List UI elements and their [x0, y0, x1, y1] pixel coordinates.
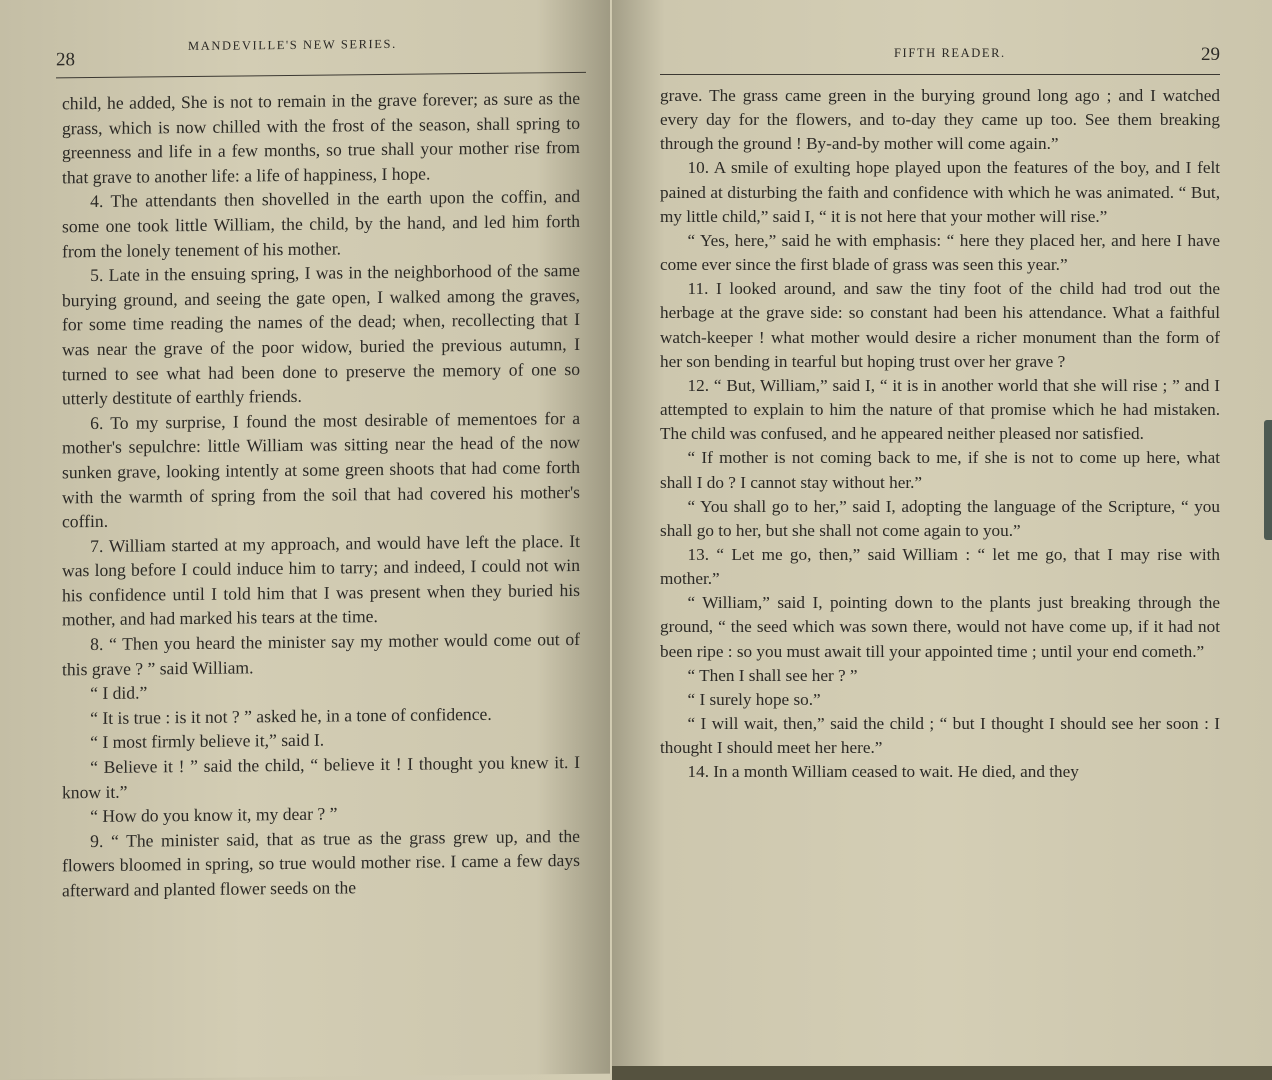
- paragraph: 14. In a month William ceased to wait. He died, and they: [687, 762, 1079, 782]
- right-running-head: [660, 42, 1220, 75]
- paragraph: “ I will wait, then,” said the child ; “ but I thought I should see her soon : I thought I should meet her here.”: [660, 714, 1220, 758]
- right-page-body: [660, 84, 1220, 785]
- paragraph: 10. A smile of exulting hope played upon the features of the boy, and I felt pained at disturbing the faith and confidence with which he was animated. “ But, my little child,” said I, “ it is not here that your mother will rise.”: [660, 158, 1220, 226]
- paragraph: “ I did.”: [90, 682, 148, 704]
- paragraph: 11. I looked around, and saw the tiny foot of the child had trod out the herbage at the grave side: so constant had been his attendance. What a faithful watch-keeper ! what mother would desire a richer monument than the form of her son bending in tearful but hoping trust over her grave ?: [660, 279, 1220, 371]
- paragraph: 6. To my surprise, I found the most desirable of mementoes for a mother's sepulchre: little William was sitting near the head of the now sunken grave, looking intently at some green shoots that had come forth with the warmth of spring from the soil that had covered his mother's coffin.: [62, 407, 580, 532]
- right-page: [612, 0, 1272, 1080]
- page-right-edge: [1264, 420, 1272, 540]
- paragraph: “ How do you know it, my dear ? ”: [90, 803, 338, 827]
- page-bottom-edge: [612, 1066, 1272, 1080]
- left-page: [0, 0, 610, 1080]
- paragraph: “ It is true : is it not ? ” asked he, in a tone of confidence.: [90, 703, 492, 728]
- paragraph: 13. “ Let me go, then,” said William : “ let me go, that I may rise with mother.”: [660, 544, 1220, 589]
- paragraph: “ Believe it ! ” said the child, “ believe it ! I thought you knew it. I know it.”: [62, 751, 580, 802]
- left-running-head: [56, 32, 586, 79]
- paragraph: 4. The attendants then shovelled in the earth upon the coffin, and some one took little William, the child, by the hand, and led him forth from the lonely tenement of his mother.: [62, 186, 580, 261]
- paragraph: “ Yes, here,” said he with emphasis: “ here they placed her, and here I have come ever since the first blade of grass was seen this year.”: [660, 230, 1220, 275]
- left-running-title: MANDEVILLE'S NEW SERIES.: [188, 36, 397, 54]
- paragraph: 8. “ Then you heard the minister say my mother would come out of this grave ? ” said William.: [62, 628, 580, 680]
- paragraph: “ If mother is not coming back to me, if she is not to come up here, what shall I do ? I cannot stay without her.”: [660, 448, 1220, 492]
- left-page-body: [62, 86, 580, 903]
- right-running-title: FIFTH READER.: [894, 46, 1006, 60]
- paragraph: 9. “ The minister said, that as true as the grass grew up, and the flowers bloomed in spring, so true would mother rise. I came a few days afterward and planted flower seeds on the: [62, 825, 580, 901]
- paragraph: 5. Late in the ensuing spring, I was in the neighborhood of the same burying ground, and seeing the gate open, I walked among the graves, for some time reading the names of the dead; when, recollecting that I was near the grave of the poor widow, buried the previous autumn, I turned to see what had been done to preserve the memory of one so utterly destitute of earthly friends.: [62, 260, 580, 409]
- paragraph: 7. William started at my approach, and would have left the place. It was long before I could induce him to tarry; and indeed, I could not win his confidence until I told him that I was present when they buried his mother, and had marked his tears at the time.: [62, 530, 580, 630]
- paragraph: grave. The grass came green in the burying ground long ago ; and I watched every day for the flowers, and to-day they came up too. See them breaking through the ground ! By-and-by mother will come again.”: [660, 86, 1220, 154]
- paragraph: child, he added, She is not to remain in the grave forever; as sure as the grass, which is now chilled with the frost of the season, shall spring to greenness and life in a few months, so true shall your mother rise from that grave to another life: a life of happiness, I hope.: [62, 87, 580, 188]
- paragraph: “ William,” said I, pointing down to the plants just breaking through the ground, “ the seed which was sown there, would not have come up, if it had not been ripe : so you must await till your appointed time ; until your end cometh.”: [660, 593, 1220, 661]
- paragraph: “ You shall go to her,” said I, adopting the language of the Scripture, “ you shall go to her, but she shall not come again to you.”: [660, 496, 1220, 540]
- paragraph: “ I surely hope so.”: [687, 689, 821, 709]
- paragraph: “ I most firmly believe it,” said I.: [90, 730, 325, 753]
- paragraph: 12. “ But, William,” said I, “ it is in another world that she will rise ; ” and I attempted to explain to him the nature of that promise which he had mistaken. The child was confused, and he appeared neither pleased nor satisfied.: [660, 375, 1220, 444]
- left-page-number: 28: [56, 49, 75, 71]
- right-page-number: 29: [1201, 44, 1220, 65]
- paragraph: “ Then I shall see her ? ”: [687, 665, 858, 685]
